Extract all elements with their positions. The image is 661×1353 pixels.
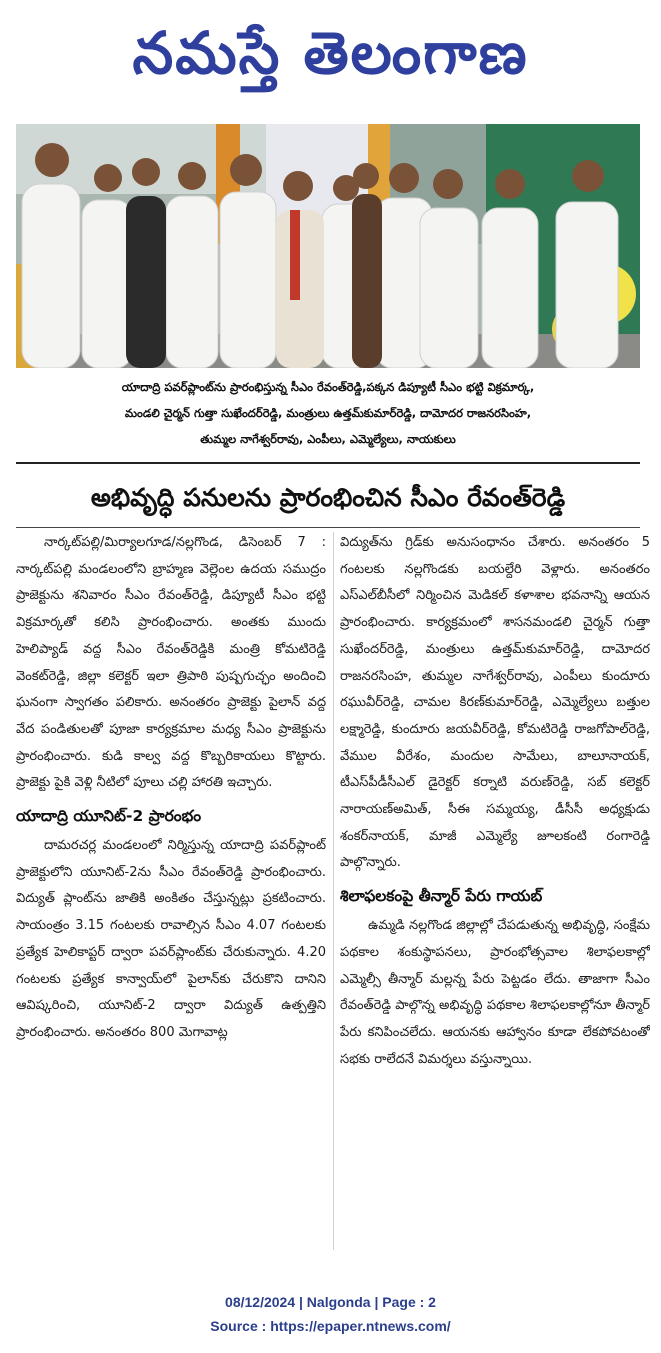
article-headline: అభివృద్ధి పనులను ప్రారంభించిన సీఎం రేవంత్‌రెడ్డి [90,483,566,512]
caption-line: తుమ్మల నాగేశ్వర్‌రావు, ఎంపీలు, ఎమ్మెల్యేలు, నాయకులు [200,432,456,446]
caption-line: యాదాద్రి పవర్‌ప్లాంట్‌ను ప్రారంభిస్తున్న సీఎం రేవంత్‌రెడ్డి,పక్కన డిప్యూటీ సీఎం భట్టి విక్రమార్క, [121,380,535,394]
article-paragraph: ఉమ్మడి నల్లగొండ జిల్లాల్లో చేపడుతున్న అభివృద్ధి, సంక్షేమ పథకాల శంకుస్థాపనలు, ప్రారంభోత్సవాల శిలాఫలకాల్లో ఎమ్మెల్సీ తీన్మార్‌ మల్లన్న పేరు పెట్టడం లేదు. తాజాగా సీఎం రేవంత్‌రెడ్డి పాల్గొన్న అభివృద్ధి పథకాల శిలాఫలకాల్లోనూ తీన్మార్‌ పేరు కనిపించలేదు. ఆయనకు ఆహ్వానం కూడా లేకపోవటంతో సభకు రాలేదనే విమర్శలు వస్తున్నాయి. [340,918,650,1067]
article-paragraph: దామరచర్ల మండలంలో నిర్మిస్తున్న యాదాద్రి పవర్‌ప్లాంట్‌ ప్రాజెక్టులోని యూనిట్‌-2ను సీఎం రేవంత్‌రెడ్డి ప్రారంభించారు. విద్యుత్‌ ప్లాంట్‌ను జాతికి అంకితం చేస్తున్నట్లు ప్రకటించారు. సాయంత్రం 3.15 గంటలకు రావాల్సిన సీఎం 4.07 గంటలకు ప్రత్యేక హెలికాప్టర్‌ ద్వారా పవర్‌ప్లాంట్‌కు చేరుకున్నారు. 4.20 గంటలకు ప్రత్యేక కాన్వాయ్‌లో పైలాన్‌కు చేరుకొని దానిని ఆవిష్కరించి, యూనిట్‌-2 ద్వారా విద్యుత్‌ ఉత్పత్తిని ప్రారంభించారు. అనంతరం 800 మెగావాట్ల [16,838,326,1040]
footer-source-link[interactable]: Source : https://epaper.ntnews.com/ [210,1318,451,1334]
article-column-right [340,530,650,1290]
footer-dateline: 08/12/2024 | Nalgonda | Page : 2 [225,1294,436,1310]
article-paragraph: నార్కట్‌పల్లి/మిర్యాలగూడ/నల్లగొండ, డిసెంబర్‌ 7 : నార్కట్‌పల్లి మండలంలోని బ్రాహ్మణ వెల్లెంల ఉదయ సముద్రం ప్రాజెక్టును శనివారం సీఎం రేవంత్‌రెడ్డి, డిప్యూటీ సీఎం భట్టి విక్రమార్కతో కలిసి ప్రారంభించారు. అంతకు ముందు హెలిప్యాడ్‌ వద్ద సీఎం రేవంత్‌రెడ్డికి మంత్రి కోమటిరెడ్డి వెంకట్‌రెడ్డి, జిల్లా కలెక్టర్‌ ఇలా త్రిపాఠి పుష్పగుచ్ఛం అందించి ఘనంగా స్వాగతం పలికారు. అనంతరం ప్రాజెక్టు పైలాన్‌ వద్ద వేద పండితులతో పూజా కార్యక్రమాల మధ్య సీఎం ప్రాజెక్టును ప్రారంభించారు. కుడి కాల్వ వద్ద కొబ్బరికాయలు కొట్టారు. ప్రాజెక్టు పైకి వెళ్లి నీటిలో పూలు చల్లి హారతి ఇచ్చారు. [16,535,326,791]
news-photo-illustration [16,124,640,368]
article-paragraph: విద్యుత్‌ను గ్రిడ్‌కు అనుసంధానం చేశారు. అనంతరం 5 గంటలకు నల్లగొండకు బయల్దేరి వెళ్లారు. అనంతరం ఎస్‌ఎల్‌బీసీలో నిర్మించిన మెడికల్‌ కళాశాల భవనాన్ని ఆయన ప్రారంభించారు. కార్యక్రమంలో శాసనమండలి చైర్మన్‌ గుత్తా సుఖేందర్‌రెడ్డి, మంత్రులు ఉత్తమ్‌కుమార్‌రెడ్డి, దామోదర రాజనరసింహ, తుమ్మల నాగేశ్వర్‌రావు, ఎంపీలు కుందూరు రఘువీర్‌రెడ్డి, చామల కిరణ్‌కుమార్‌రెడ్డి, ఎమ్మెల్యేలు బత్తుల లక్ష్మారెడ్డి, కుందూరు జయవీర్‌రెడ్డి, కోమటిరెడ్డి రాజగోపాల్‌రెడ్డి, వేముల వీరేశం, మందుల సామేలు, బాలూనాయక్‌, టీఎస్‌పీడీసీఎల్‌ డైరెక్టర్‌ కర్నాటి వరుణ్‌రెడ్డి, సబ్‌ కలెక్టర్‌ నారాయణ్‌అమిత్‌, సీఈ సమ్మయ్య, డీసీసీ అధ్యక్షుడు శంకర్‌నాయక్‌, మాజీ ఎమ్మెల్యే జూలకంటి రంగారెడ్డి పాల్గొన్నారు. [340,535,650,871]
article-column-left [16,530,326,1290]
article-subheading: యాదాద్రి యూనిట్‌-2 ప్రారంభం [16,807,202,826]
top-rule [16,462,640,464]
headline-rule [16,527,640,528]
photo-caption [16,374,640,452]
article-subheading: శిలాఫలకంపై తీన్మార్‌ పేరు గాయబ్‌ [340,887,543,906]
news-photo [16,124,640,368]
column-divider [333,532,334,1250]
caption-line: మండలి చైర్మన్‌ గుత్తా సుఖేందర్‌రెడ్డి, మంత్రులు ఉత్తమ్‌కుమార్‌రెడ్డి, దామోదర రాజనరసింహ, [124,406,532,420]
masthead-logo: నమస్తే తెలంగాణ [132,19,529,87]
